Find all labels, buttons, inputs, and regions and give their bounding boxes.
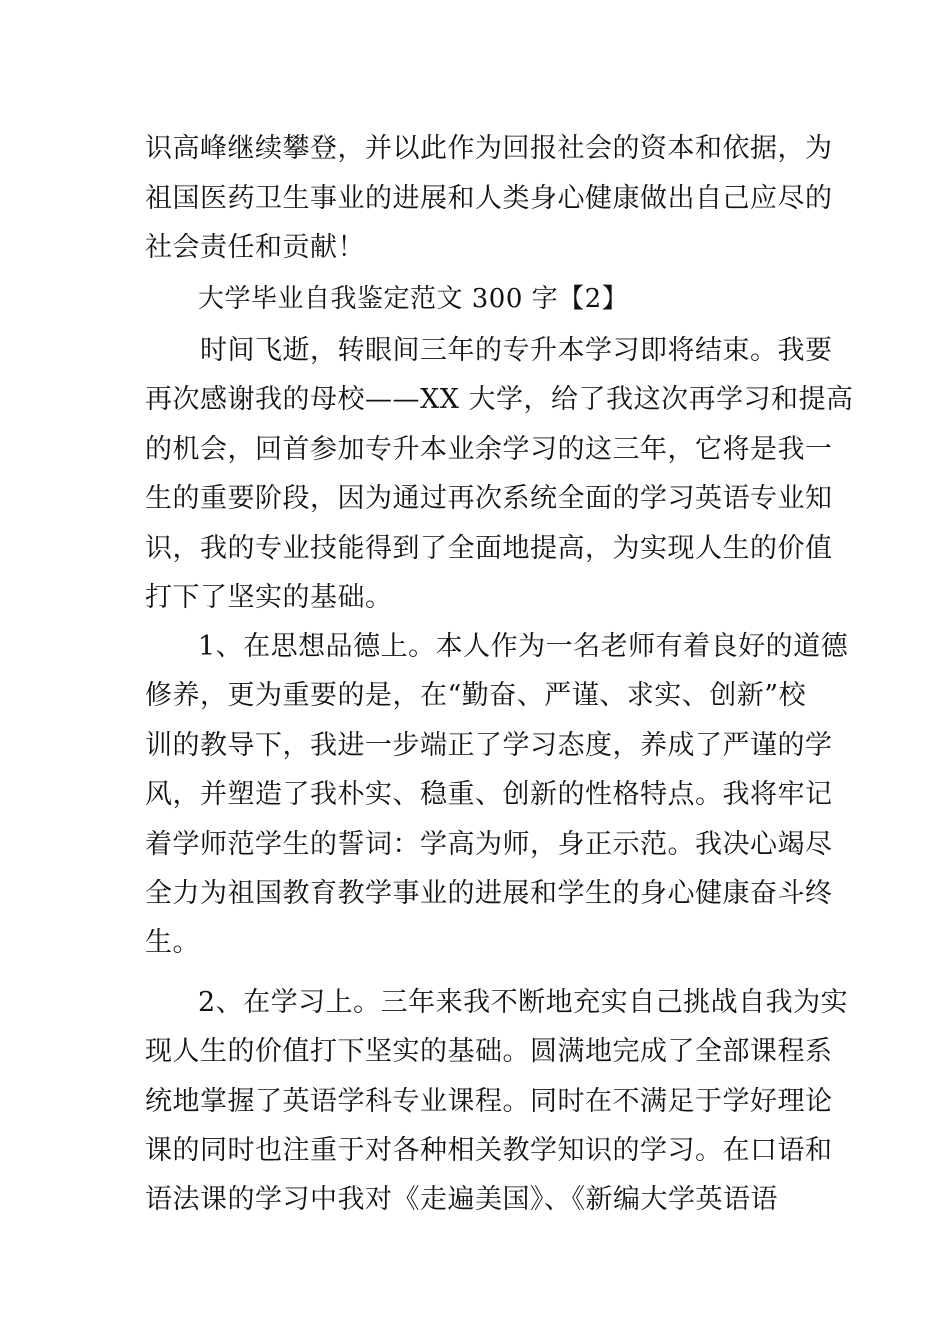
paragraph-line: 再次感谢我的母校——XX 大学，给了我这次再学习和提高: [145, 384, 854, 415]
paragraph-line: 风，并塑造了我朴实、稳重、创新的性格特点。我将牢记: [145, 779, 833, 810]
paragraph-line: 的机会，回首参加专升本业余学习的这三年，它将是我一: [145, 434, 833, 465]
paragraph-line: 1、在思想品德上。本人作为一名老师有着良好的道德: [198, 631, 849, 662]
paragraph-line: 生。: [145, 927, 200, 958]
paragraph-line: 生的重要阶段，因为通过再次系统全面的学习英语专业知: [145, 483, 833, 514]
paragraph-line: 识高峰继续攀登，并以此作为回报社会的资本和依据，为: [145, 133, 833, 164]
paragraph-line: 时间飞逝，转眼间三年的专升本学习即将结束。我要: [200, 335, 833, 366]
section-title: 大学毕业自我鉴定范文 300 字【2】: [198, 284, 629, 314]
paragraph-line: 识，我的专业技能得到了全面地提高，为实现人生的价值: [145, 533, 833, 564]
paragraph-line: 课的同时也注重于对各种相关教学知识的学习。在口语和: [145, 1135, 833, 1166]
paragraph-line: 统地掌握了英语学科专业课程。同时在不满足于学好理论: [145, 1086, 833, 1117]
paragraph-line: 现人生的价值打下坚实的基础。圆满地完成了全部课程系: [145, 1036, 833, 1067]
paragraph-line: 2、在学习上。三年来我不断地充实自己挑战自我为实: [198, 987, 849, 1018]
paragraph-line: 训的教导下，我进一步端正了学习态度，养成了严谨的学: [145, 730, 833, 761]
paragraph-line: 修养，更为重要的是，在“勤奋、严谨、求实、创新”校: [145, 680, 807, 711]
paragraph-line: 社会责任和贡献！: [145, 232, 365, 263]
paragraph-line: 打下了坚实的基础。: [145, 582, 393, 613]
paragraph-line: 着学师范学生的誓词：学高为师，身正示范。我决心竭尽: [145, 829, 833, 860]
paragraph-line: 全力为祖国教育教学事业的进展和学生的身心健康奋斗终: [145, 878, 833, 909]
paragraph-line: 祖国医药卫生事业的进展和人类身心健康做出自己应尽的: [145, 183, 833, 214]
paragraph-line: 语法课的学习中我对《走遍美国》、《新编大学英语语: [145, 1184, 778, 1215]
